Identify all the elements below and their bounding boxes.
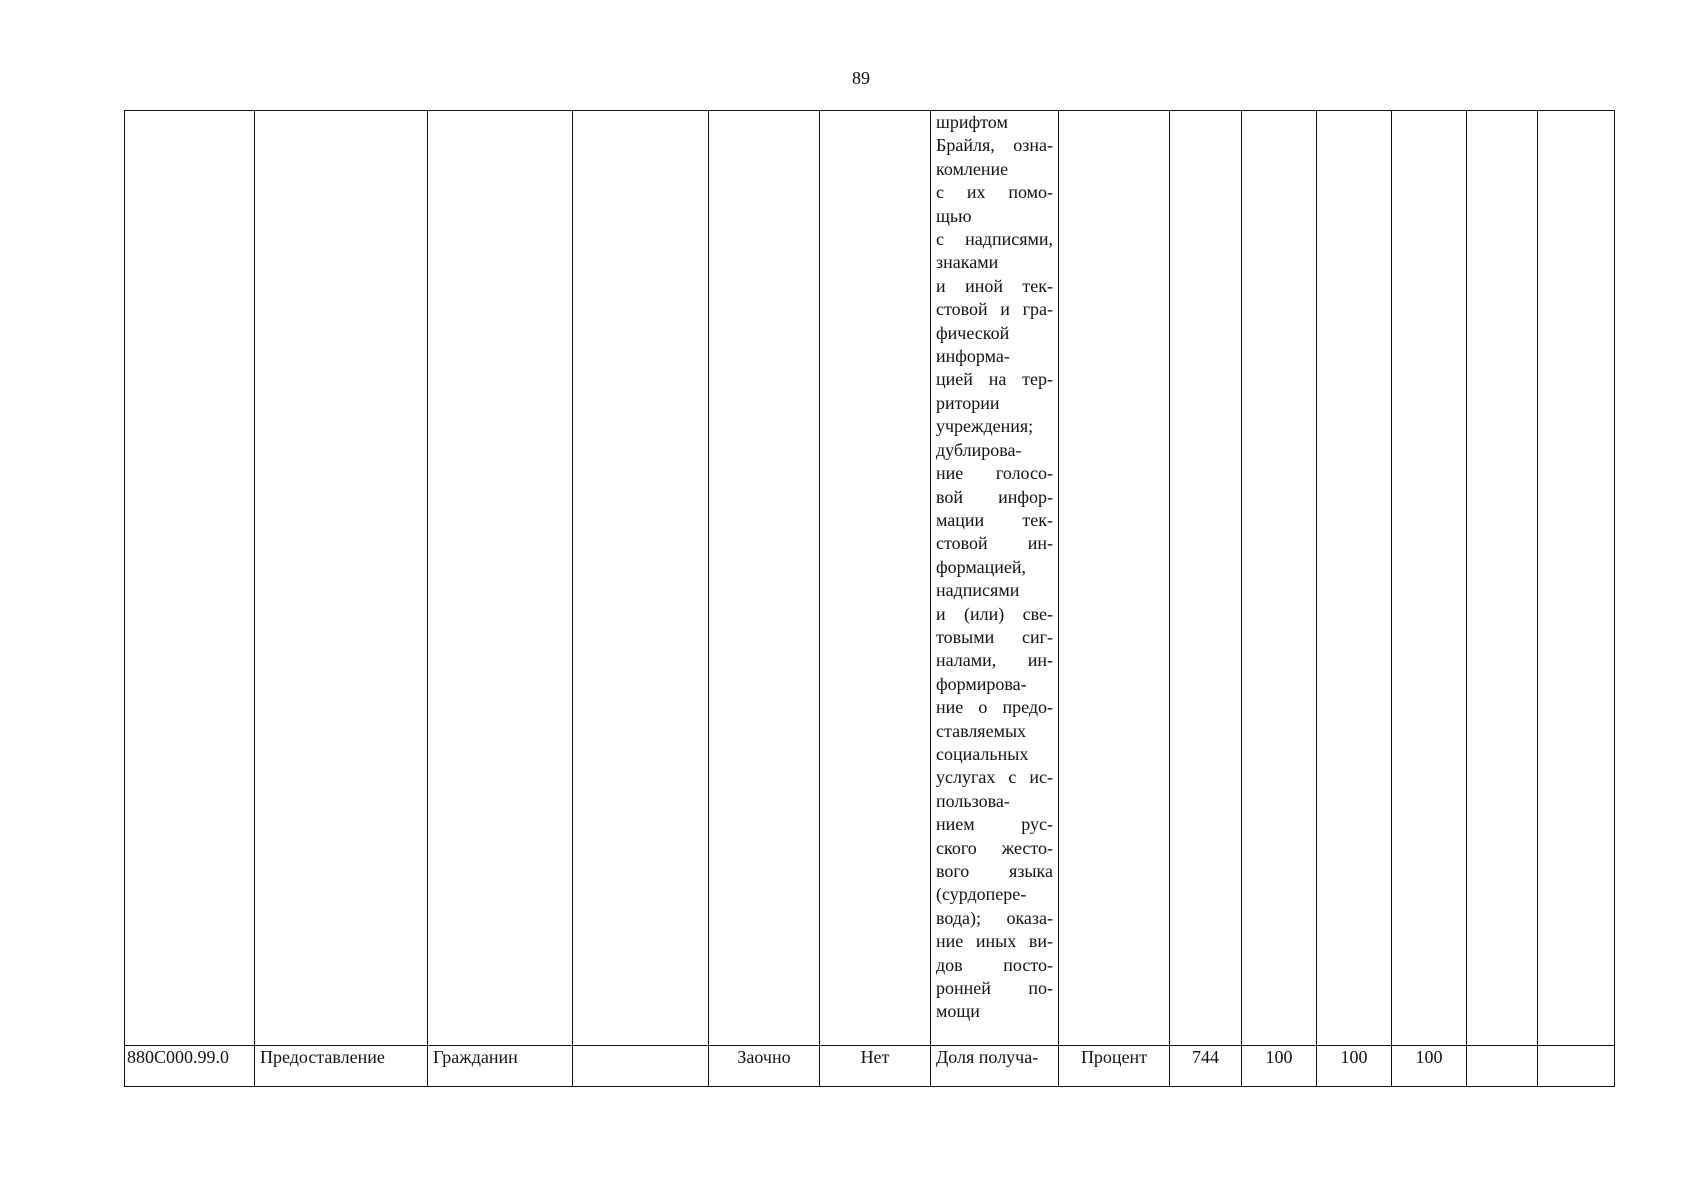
text-line: услугах с ис-	[936, 767, 1053, 788]
cell-value-2: 100	[1317, 1046, 1392, 1087]
text-line: формацией,	[936, 556, 1027, 577]
table-row	[125, 1046, 1615, 1087]
text-line: с надписями,	[936, 229, 1053, 250]
cell-empty	[709, 111, 820, 1046]
text-line: социальных	[936, 743, 1029, 764]
text-line: ние иных ви-	[936, 931, 1053, 952]
cell-empty	[1467, 111, 1538, 1046]
text-line: стовой ин-	[936, 533, 1053, 554]
text-line: и иной тек-	[936, 275, 1053, 296]
text-line: стовой и гра-	[936, 299, 1053, 320]
cell-empty	[820, 111, 931, 1046]
text-line: информа-	[936, 346, 1010, 367]
text-line: вода); оказа-	[936, 907, 1053, 928]
text-line: Брайля, озна-	[936, 135, 1053, 156]
table-row-continued	[125, 111, 1615, 1046]
cell-empty	[1170, 111, 1242, 1046]
text-line: вой инфор-	[936, 486, 1053, 507]
text-line: дов посто-	[936, 954, 1053, 975]
cell-value-4	[1467, 1046, 1538, 1087]
text-line: (сурдопере-	[936, 884, 1027, 905]
text-line: ронней по-	[936, 978, 1053, 999]
text-line: мощи	[936, 1001, 980, 1022]
text-line: комление	[936, 158, 1009, 179]
cell-condition-description	[931, 111, 1059, 1046]
text-line: вого языка	[936, 861, 1053, 881]
text-line: с их помо-	[936, 182, 1053, 203]
cell-service: Предоставление	[255, 1046, 428, 1087]
text-line: фической	[936, 322, 1010, 343]
text-line: учреждения;	[936, 416, 1034, 437]
page-number: 89	[852, 68, 870, 88]
text-line: надписями	[936, 580, 1020, 601]
text-line: шрифтом	[936, 112, 1008, 132]
cell-category: Гражданин	[428, 1046, 573, 1087]
text-line: налами, ин-	[936, 650, 1053, 671]
cell-empty	[125, 111, 255, 1046]
text-line: ние о предо-	[936, 697, 1053, 718]
cell-value-5	[1538, 1046, 1615, 1087]
text-line: и (или) све-	[936, 603, 1053, 624]
cell-empty	[1242, 111, 1317, 1046]
text-line: щью	[936, 205, 972, 226]
cell-indicator: Доля получа-	[931, 1046, 1059, 1087]
text-line: ние голосо-	[936, 463, 1053, 484]
text-line: ского жесто-	[936, 837, 1053, 858]
text-line: знаками	[936, 252, 999, 273]
cell-form: Заочно	[709, 1046, 820, 1087]
text-line: товыми сиг-	[936, 626, 1053, 647]
cell-value-3: 100	[1392, 1046, 1467, 1087]
cell-unit: Процент	[1059, 1046, 1170, 1087]
services-table	[124, 110, 1615, 1087]
text-line: нием рус-	[936, 814, 1053, 835]
text-line: ритории	[936, 392, 1000, 413]
cell-empty	[1059, 111, 1170, 1046]
text-line: мации тек-	[936, 509, 1053, 530]
text-line: цией на тер-	[936, 369, 1053, 390]
cell-okei: 744	[1170, 1046, 1242, 1087]
cell-flag: Нет	[820, 1046, 931, 1087]
cell-col4	[573, 1046, 709, 1087]
text-line: дублирова-	[936, 439, 1022, 460]
text-line: пользова-	[936, 790, 1010, 811]
cell-empty	[255, 111, 428, 1046]
cell-empty	[428, 111, 573, 1046]
cell-empty	[573, 111, 709, 1046]
cell-value-1: 100	[1242, 1046, 1317, 1087]
cell-empty	[1538, 111, 1615, 1046]
cell-code: 880C000.99.0	[125, 1046, 255, 1087]
text-line: формирова-	[936, 673, 1027, 694]
cell-empty	[1317, 111, 1392, 1046]
text-line: ставляемых	[936, 720, 1027, 741]
cell-empty	[1392, 111, 1467, 1046]
